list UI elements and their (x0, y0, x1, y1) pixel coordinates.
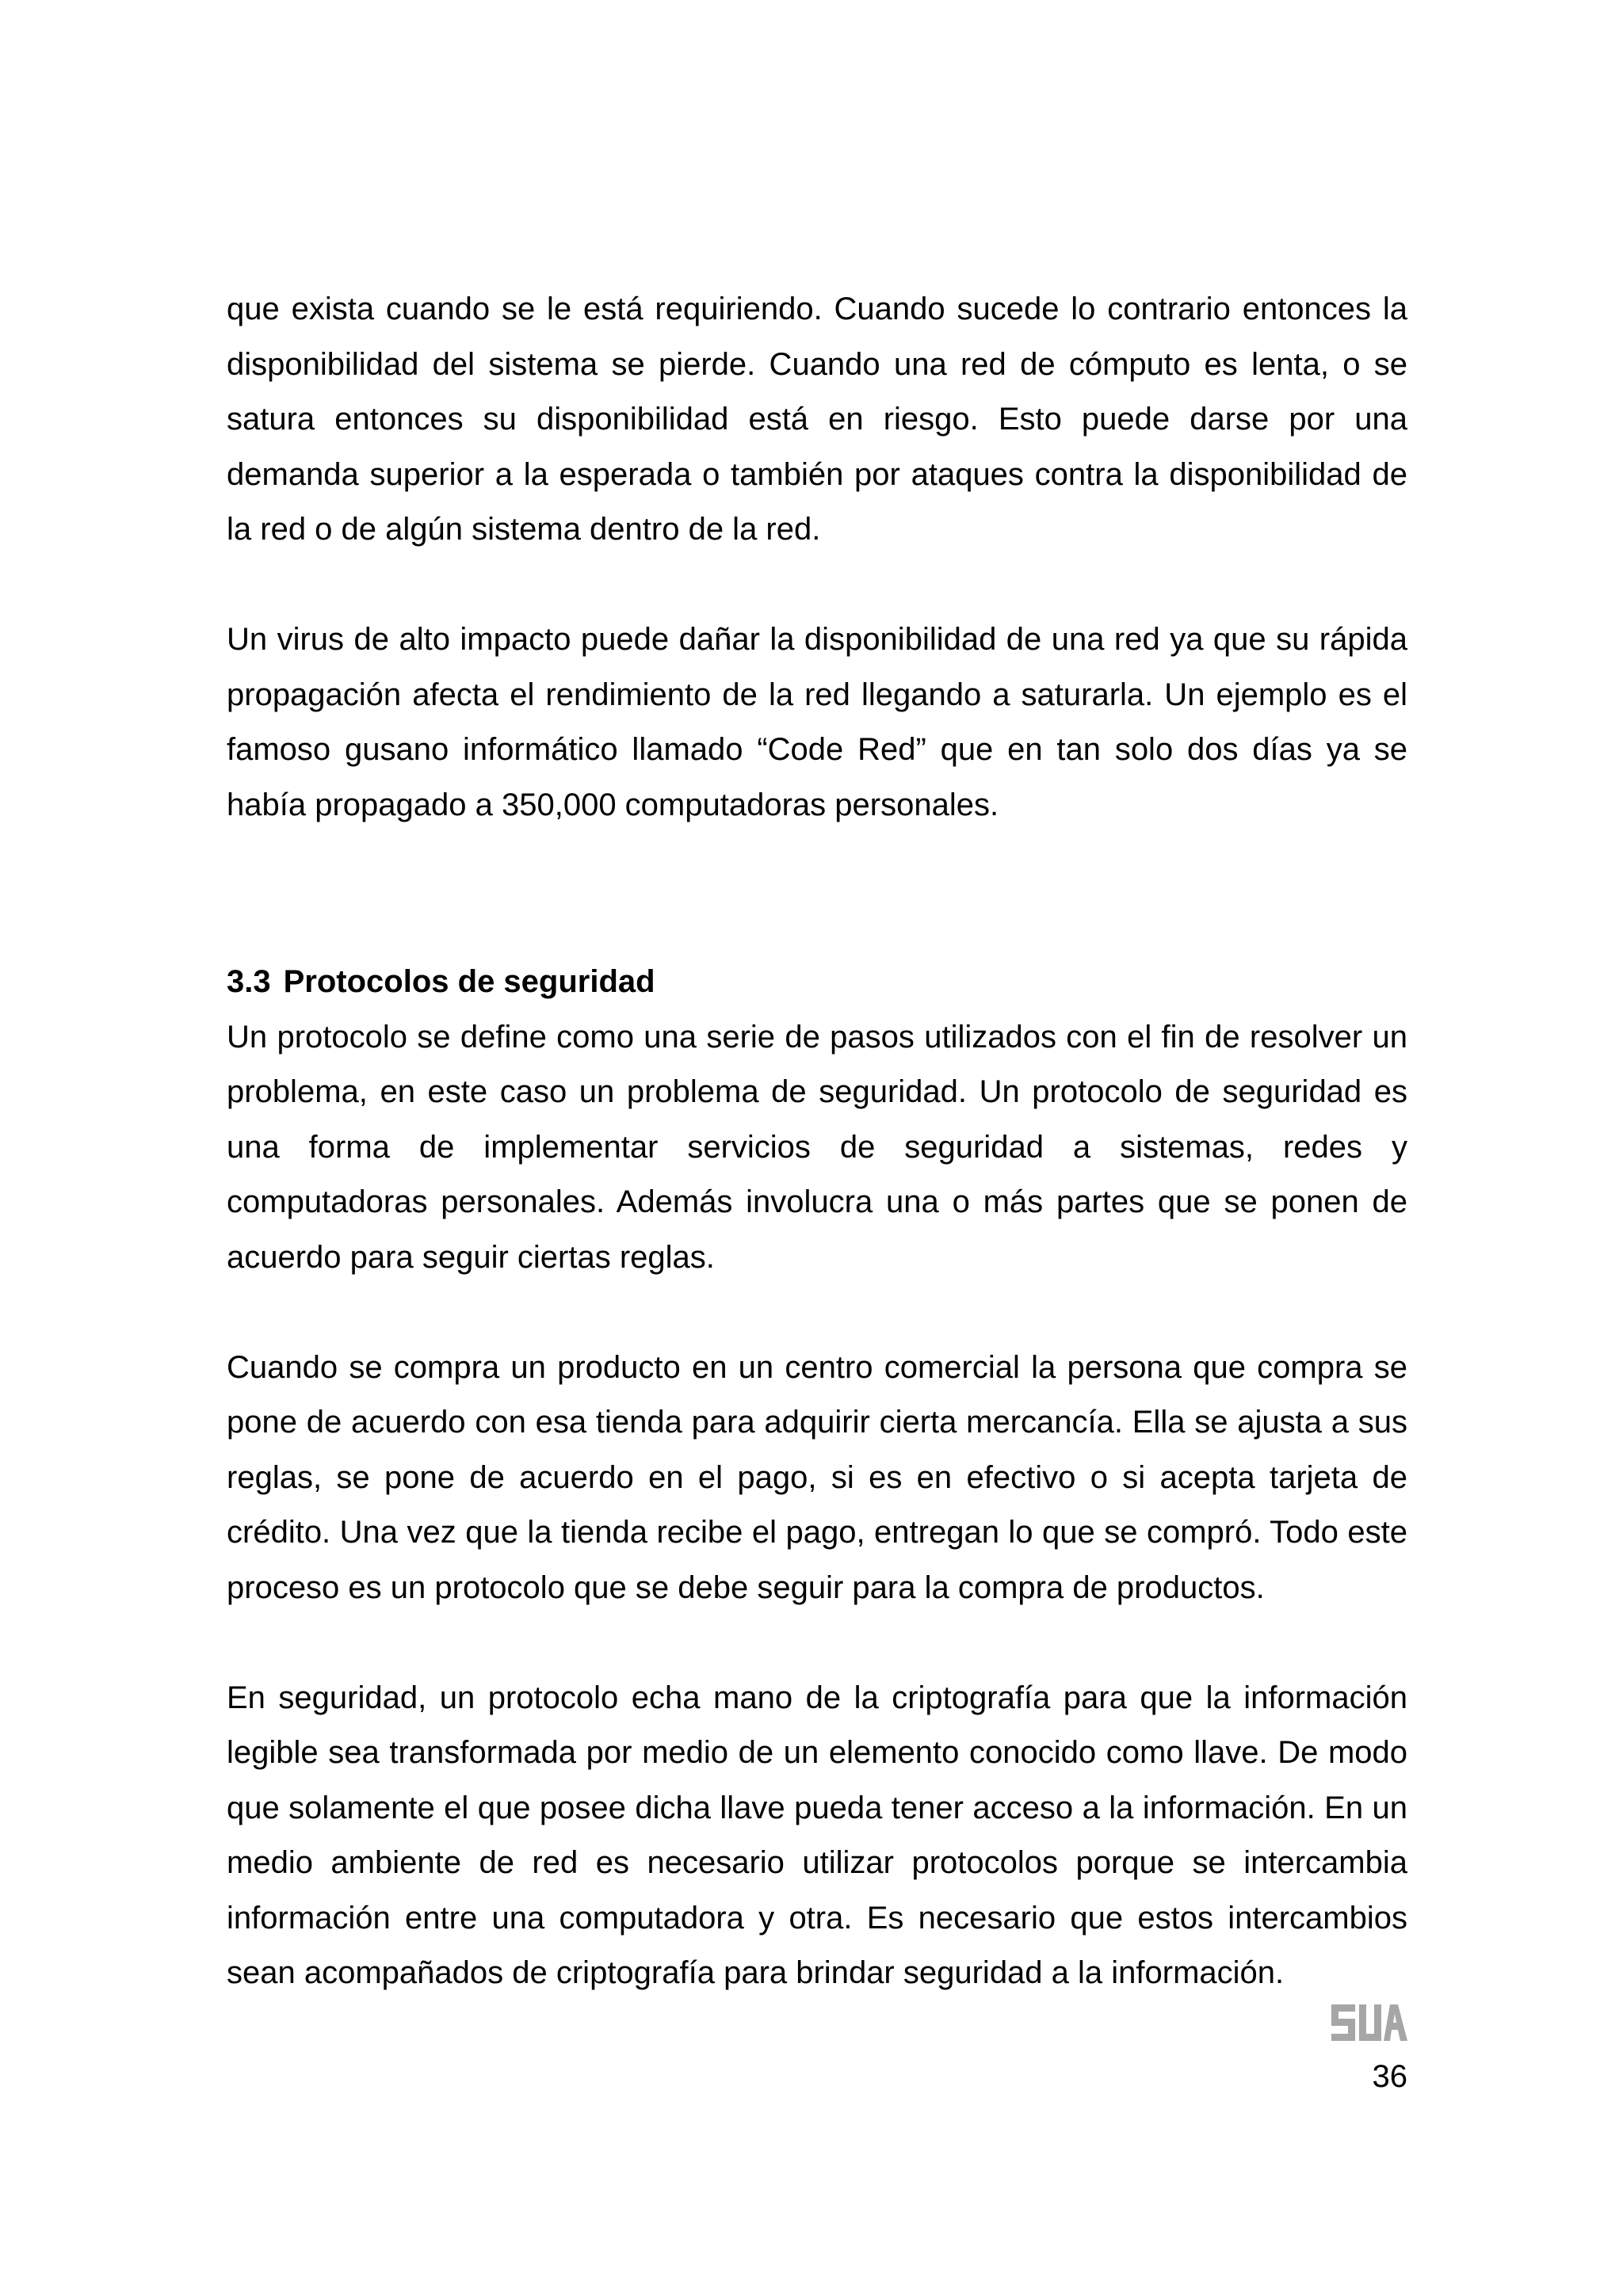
section-heading (227, 955, 1407, 1010)
section-number: 3.3 (227, 964, 271, 999)
page-number: 36 (1372, 2059, 1407, 2094)
section-paragraph-2: Cuando se compra un producto en un centro comercial la persona que compra se pone de acuerdo con esa tienda para adquirir cierta mercancía. Ella se ajusta a sus reglas, se pone de acuerdo en el pago, si es en efectivo o si acepta tarjeta de crédito. Una vez que la tienda recibe el pago, entregan lo que se compró. Todo este proceso es un protocolo que se debe seguir para la compra de productos. (227, 1349, 1407, 1605)
section-paragraph-1: Un protocolo se define como una serie de pasos utilizados con el fin de resolver un problema, en este caso un problema de seguridad. Un protocolo de seguridad es una forma de implementar servicios de seguridad a sistemas, redes y computadoras personales. Además involucra una o más partes que se ponen de acuerdo para seguir ciertas reglas. (227, 1019, 1407, 1275)
section-title: Protocolos de seguridad (283, 964, 655, 999)
intro-paragraph-1: que exista cuando se le está requiriendo. Cuando sucede lo contrario entonces la disponibilidad del sistema se pierde. Cuando una red de cómputo es lenta, o se satura entonces su disponibilidad está en riesgo. Esto puede darse por una demanda superior a la esperada o también por ataques contra la disponibilidad de la red o de algún sistema dentro de la red. (227, 292, 1407, 547)
section-paragraph-3: En seguridad, un protocolo echa mano de la criptografía para que la información legible sea transformada por medio de un elemento conocido como llave. De modo que solamente el que posee dicha llave pueda tener acceso a la información. En un medio ambiente de red es necesario utilizar protocolos porque se intercambia información entre una computadora y otra. Es necesario que estos intercambios sean acompañados de criptografía para brindar seguridad a la información. (227, 1680, 1407, 1990)
sua-logo (1331, 2004, 1407, 2041)
page-body (227, 282, 1407, 2001)
intro-paragraph-2: Un virus de alto impacto puede dañar la disponibilidad de una red ya que su rápida propagación afecta el rendimiento de la red llegando a saturarla. Un ejemplo es el famoso gusano informático llamado “Code Red” que en tan solo dos días ya se había propagado a 350,000 computadoras personales. (227, 622, 1407, 822)
